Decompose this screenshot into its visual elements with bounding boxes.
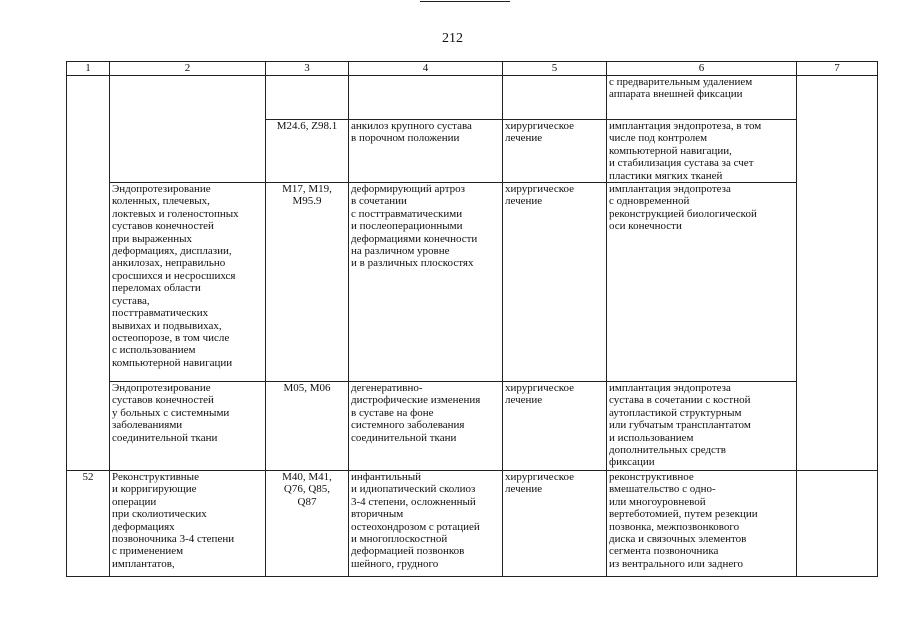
table-row bbox=[67, 471, 878, 577]
col-header-3: 3 bbox=[266, 62, 349, 76]
patient-model-cell bbox=[349, 76, 503, 120]
table-row bbox=[67, 382, 878, 471]
treatment-type-cell: хирургическое лечение bbox=[503, 382, 607, 471]
procedure-name-cell: Эндопротезирование суставов конечностей у больных с системными заболеваниями соединительной ткани bbox=[110, 382, 266, 471]
treatment-method-cell: имплантация эндопротеза, в том числе под контролем компьютерной навигации, и стабилизация сустава за счет пластики мягких тканей bbox=[607, 120, 797, 183]
treatment-type-cell: хирургическое лечение bbox=[503, 471, 607, 577]
treatment-type-cell: хирургическое лечение bbox=[503, 183, 607, 382]
treatment-type-cell: хирургическое лечение bbox=[503, 120, 607, 183]
procedure-name-cell: Эндопротезирование коленных, плечевых, локтевых и голеностопных суставов конечностей при выраженных деформациях, дисплазии, анкилозах, неправильно сросшихся и несросшихся переломах области сустава, посттравматических вывихах и подвывихах, остеопорозе, в том числе с использованием компьютерной навигации bbox=[110, 183, 266, 382]
icd-codes-cell bbox=[266, 76, 349, 120]
icd-codes-cell: M40, M41, Q76, Q85, Q87 bbox=[266, 471, 349, 577]
page-number: 212 bbox=[442, 31, 463, 46]
col-header-2: 2 bbox=[110, 62, 266, 76]
table-row bbox=[67, 76, 878, 120]
top-rule bbox=[420, 1, 510, 2]
icd-codes-cell: M24.6, Z98.1 bbox=[266, 120, 349, 183]
extra-cell bbox=[797, 76, 878, 471]
treatment-method-cell: имплантация эндопротеза сустава в сочетании с костной аутопластикой структурным или губчатым трансплантатом и использованием дополнительных средств фиксации bbox=[607, 382, 797, 471]
treatment-method-cell: реконструктивное вмешательство с одно- или многоуровневой вертеботомией, путем резекции позвонка, межпозвонкового диска и связочных элементов сегмента позвоночника из вентрального или заднего bbox=[607, 471, 797, 577]
patient-model-cell: деформирующий артроз в сочетании с посттравматическими и послеоперационными деформациями конечности на различном уровне и в различных плоскостях bbox=[349, 183, 503, 382]
procedure-name-cell bbox=[110, 76, 266, 183]
patient-model-cell: дегенеративно- дистрофические изменения в суставе на фоне системного заболевания соединительной ткани bbox=[349, 382, 503, 471]
table-row bbox=[67, 183, 878, 382]
col-header-1: 1 bbox=[67, 62, 110, 76]
extra-cell bbox=[797, 471, 878, 577]
header-row bbox=[67, 62, 878, 76]
treatment-type-cell bbox=[503, 76, 607, 120]
col-header-5: 5 bbox=[503, 62, 607, 76]
icd-codes-cell: M17, M19, M95.9 bbox=[266, 183, 349, 382]
row-number-cell: 52 bbox=[67, 471, 110, 577]
col-header-6: 6 bbox=[607, 62, 797, 76]
patient-model-cell: инфантильный и идиопатический сколиоз 3-4 степени, осложненный вторичным остеохондрозом с ротацией и многоплоскостной деформацией позвонков шейного, грудного bbox=[349, 471, 503, 577]
row-number-cell bbox=[67, 76, 110, 471]
col-header-4: 4 bbox=[349, 62, 503, 76]
medical-care-table bbox=[66, 61, 878, 577]
procedure-name-cell: Реконструктивные и корригирующие операции при сколиотических деформациях позвоночника 3-4 степени с применением имплантатов, bbox=[110, 471, 266, 577]
treatment-method-cell: с предварительным удалением аппарата внешней фиксации bbox=[607, 76, 797, 120]
treatment-method-cell: имплантация эндопротеза с одновременной реконструкцией биологической оси конечности bbox=[607, 183, 797, 382]
icd-codes-cell: M05, M06 bbox=[266, 382, 349, 471]
patient-model-cell: анкилоз крупного сустава в порочном положении bbox=[349, 120, 503, 183]
col-header-7: 7 bbox=[797, 62, 878, 76]
